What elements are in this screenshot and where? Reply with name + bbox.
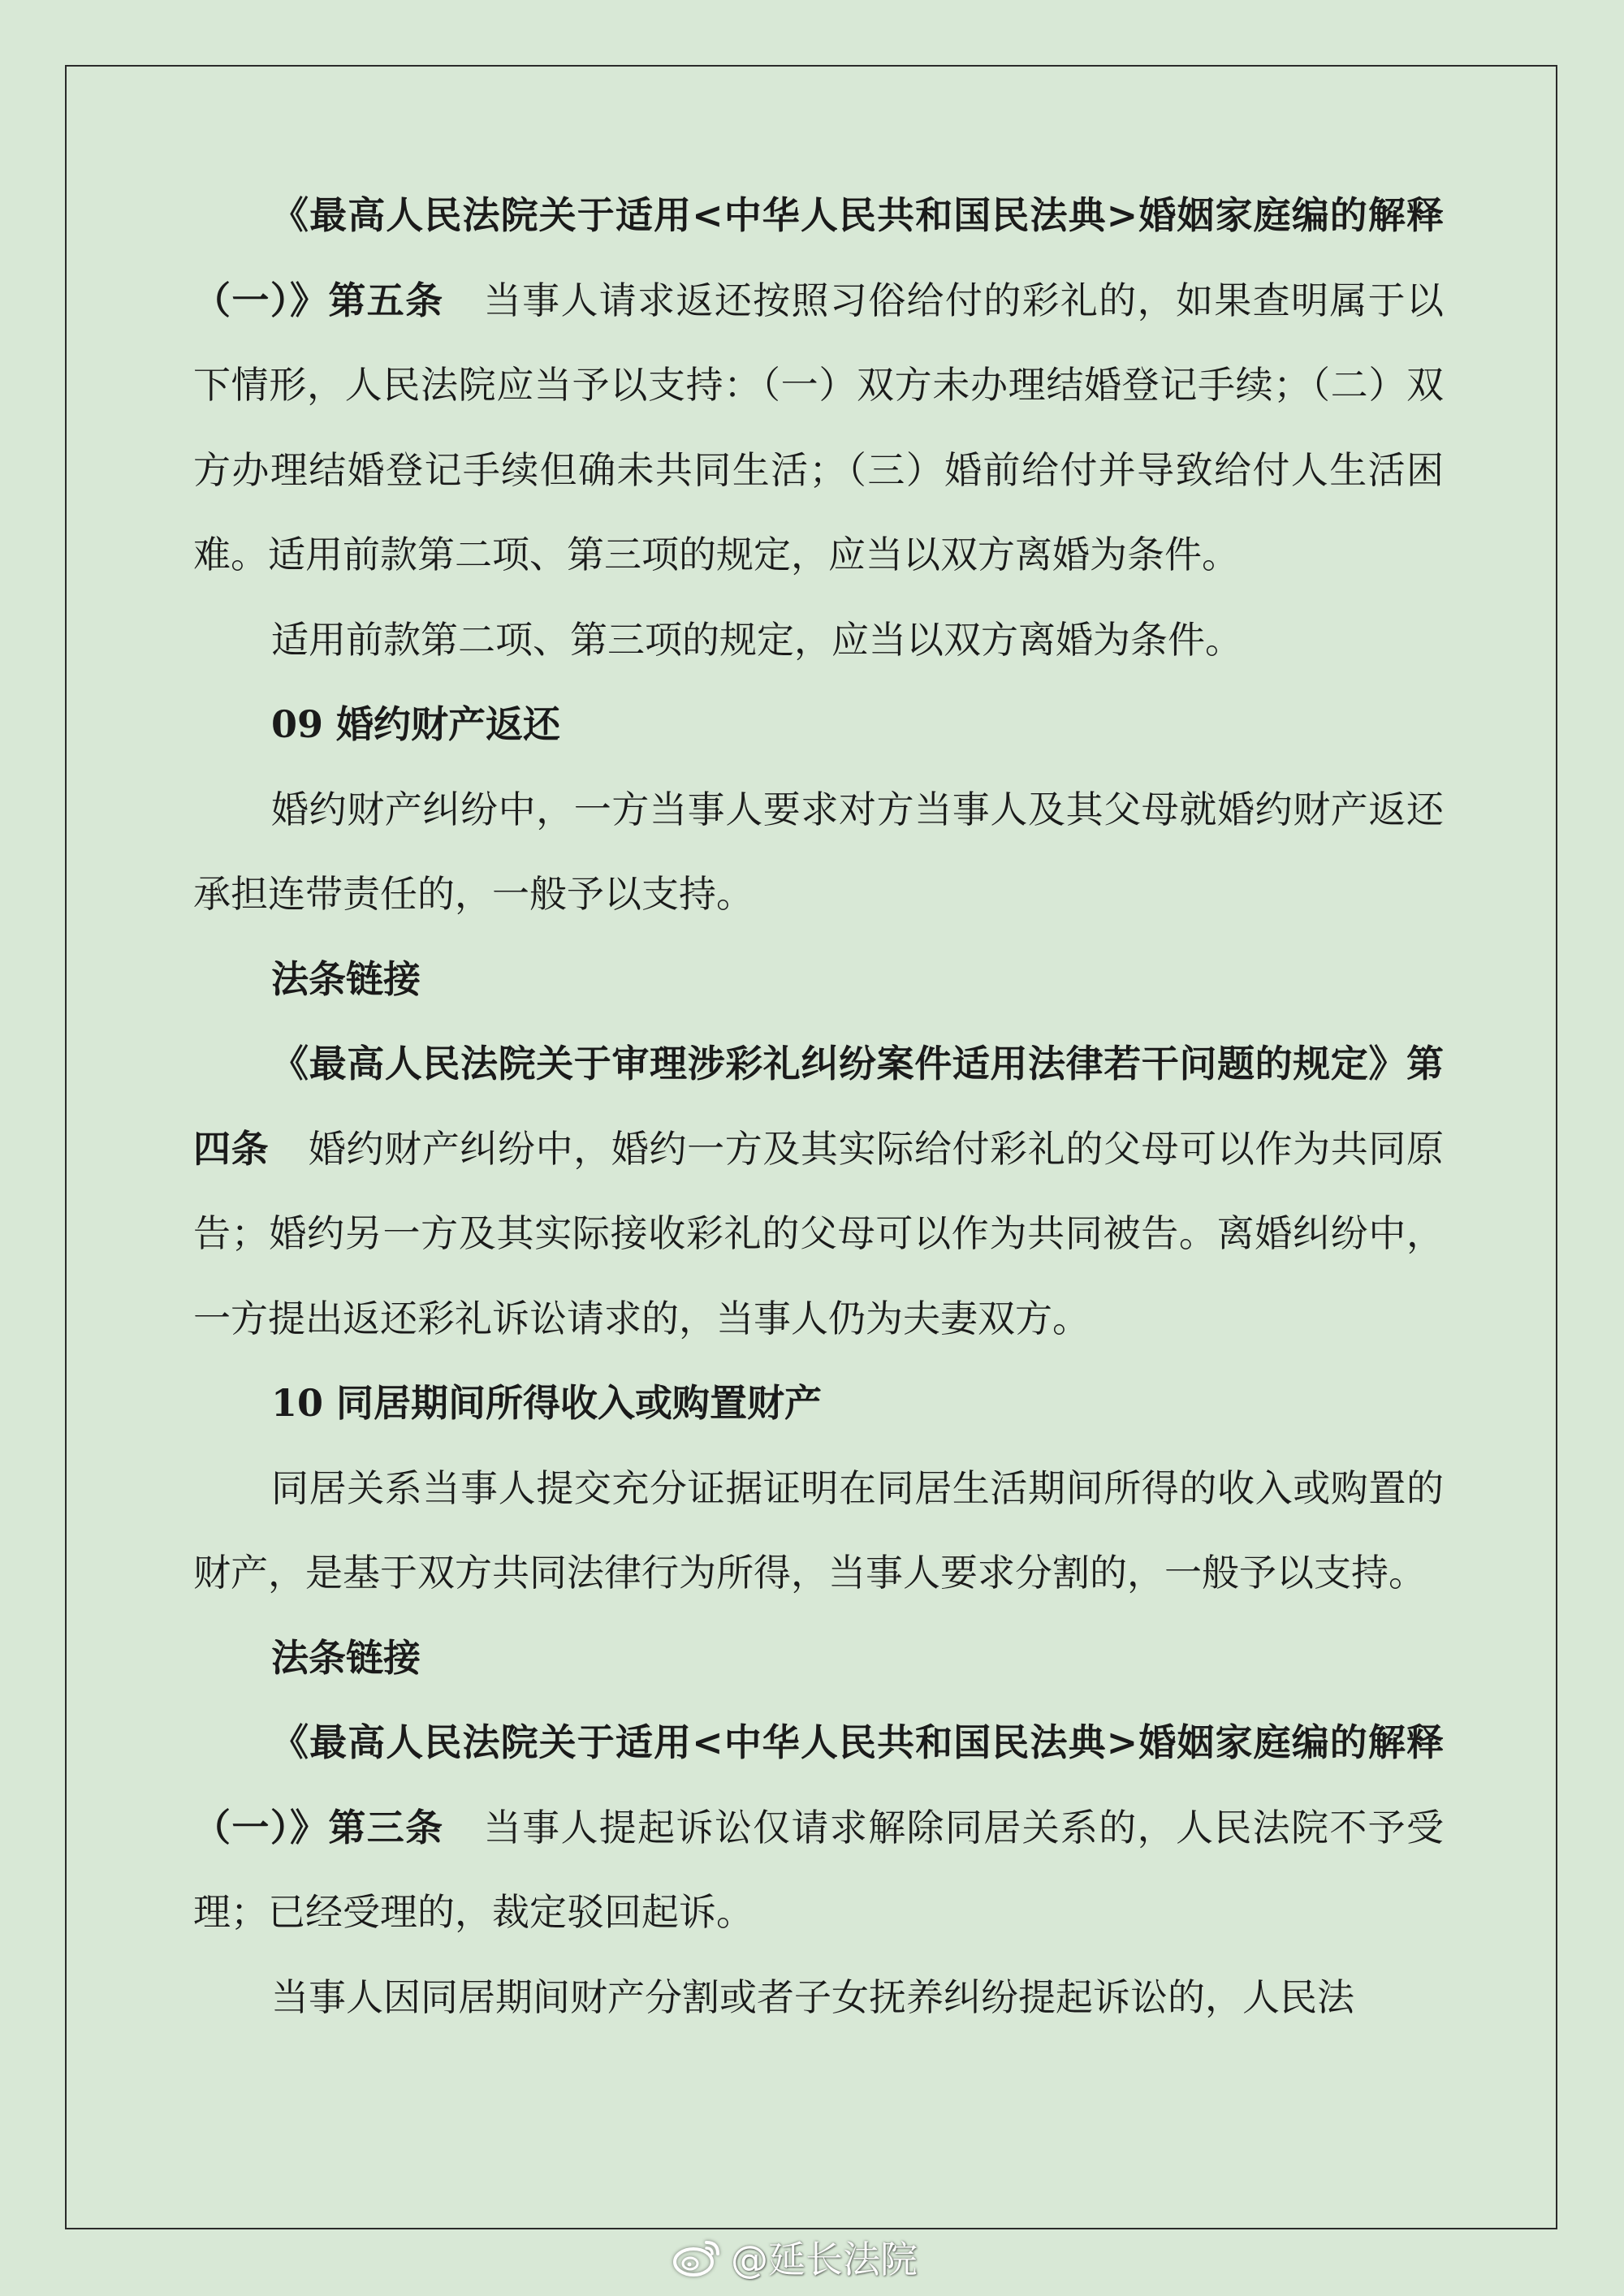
watermark-text: @延长法院 [731, 2238, 918, 2281]
document-body [193, 173, 1444, 2039]
paragraph-article-3 [193, 1700, 1444, 1955]
law-link-heading: 法条链接 [271, 956, 421, 1001]
weibo-icon [672, 2236, 723, 2278]
section-heading-09: 09 婚约财产返还 [271, 702, 561, 746]
article-citation: 《最高人民法院关于审理涉彩礼纠纷案件适用法律若干问题的规定》第四条 [193, 1042, 1444, 1171]
section-heading-10: 10 同居期间所得收入或购置财产 [271, 1381, 823, 1425]
paragraph-cohabitation-dispute: 当事人因同居期间财产分割或者子女抚养纠纷提起诉讼的，人民法 [271, 1974, 1354, 2019]
paragraph-article-4 [193, 1021, 1444, 1361]
article-text: 婚约财产纠纷中，婚约一方及其实际给付彩礼的父母可以作为共同原告；婚约另一方及其实际接收彩礼的父母可以作为共同被告。离婚纠纷中，一方提出返还彩礼诉讼请求的，当事人仍为夫妻双方。 [193, 1126, 1444, 1340]
paragraph-article-5 [193, 173, 1444, 598]
paragraph-engagement-property: 婚约财产纠纷中，一方当事人要求对方当事人及其父母就婚约财产返还承担连带责任的，一般予以支持。 [193, 787, 1444, 916]
watermark [672, 2229, 918, 2285]
article-text: 当事人提起诉讼仅请求解除同居关系的，人民法院不予受理；已经受理的，裁定驳回起诉。 [193, 1805, 1444, 1934]
paragraph-condition: 适用前款第二项、第三项的规定，应当以双方离婚为条件。 [271, 617, 1242, 662]
law-link-heading: 法条链接 [271, 1635, 421, 1680]
article-citation: 《最高人民法院关于适用<中华人民共和国民法典>婚姻家庭编的解释（一）》第三条 [193, 1720, 1444, 1849]
paragraph-cohabitation-property: 同居关系当事人提交充分证据证明在同居生活期间所得的收入或购置的财产，是基于双方共同法律行为所得，当事人要求分割的，一般予以支持。 [193, 1465, 1444, 1595]
article-text: 当事人请求返还按照习俗给付的彩礼的，如果查明属于以下情形，人民法院应当予以支持：（一）双方未办理结婚登记手续；（二）双方办理结婚登记手续但确未共同生活；（三）婚前给付并导致给付人生活困难。适用前款第二项、第三项的规定，应当以双方离婚为条件。 [193, 278, 1444, 576]
article-citation: 《最高人民法院关于适用<中华人民共和国民法典>婚姻家庭编的解释（一）》第五条 [193, 193, 1444, 322]
